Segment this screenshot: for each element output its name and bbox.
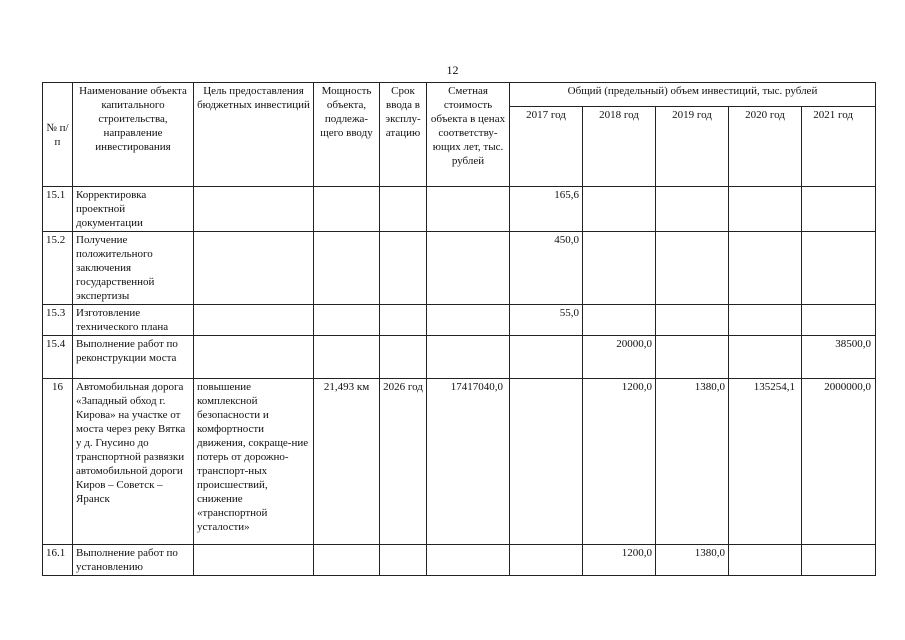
row-2017: 165,6 — [510, 187, 583, 232]
row-2017 — [510, 379, 583, 545]
table-row — [43, 232, 876, 305]
row-num: 15.4 — [43, 336, 73, 379]
row-2020 — [729, 545, 802, 576]
row-2021 — [802, 187, 876, 232]
row-2019: 1380,0 — [656, 379, 729, 545]
row-2021 — [802, 232, 876, 305]
row-cost — [427, 305, 510, 336]
table-row — [43, 336, 876, 379]
header-year-2018: 2018 год — [583, 107, 656, 187]
row-2021 — [802, 305, 876, 336]
table-row — [43, 187, 876, 232]
row-2018: 1200,0 — [583, 545, 656, 576]
row-2017 — [510, 336, 583, 379]
row-goal: повышение комплексной безопасности и комфортности движения, сокраще-ние потерь от дорожно-транспорт-ных происшествий, снижение «транспортной усталости» — [194, 379, 314, 545]
header-year-2017: 2017 год — [510, 107, 583, 187]
row-num: 16.1 — [43, 545, 73, 576]
row-2020 — [729, 305, 802, 336]
row-num: 15.1 — [43, 187, 73, 232]
row-cost: 17417040,0 — [427, 379, 510, 545]
row-term — [380, 305, 427, 336]
row-capacity: 21,493 км — [314, 379, 380, 545]
header-year-2019: 2019 год — [656, 107, 729, 187]
row-goal — [194, 232, 314, 305]
row-2019 — [656, 305, 729, 336]
row-2017: 55,0 — [510, 305, 583, 336]
row-term — [380, 187, 427, 232]
row-goal — [194, 187, 314, 232]
row-goal — [194, 545, 314, 576]
row-2017: 450,0 — [510, 232, 583, 305]
page-number: 12 — [446, 63, 459, 77]
row-2021 — [802, 545, 876, 576]
row-2018 — [583, 305, 656, 336]
row-num: 15.3 — [43, 305, 73, 336]
header-cost: Сметная стоимость объекта в ценах соответству-ющих лет, тыс. рублей — [427, 83, 510, 187]
investment-table — [42, 82, 876, 576]
row-2019 — [656, 187, 729, 232]
row-2020 — [729, 336, 802, 379]
table-row — [43, 545, 876, 576]
row-2018 — [583, 187, 656, 232]
row-cost — [427, 187, 510, 232]
row-2018 — [583, 232, 656, 305]
header-year-2021: 2021 год — [802, 107, 876, 187]
row-2017 — [510, 545, 583, 576]
header-name: Наименование объекта капитального строительства, направление инвестирования — [73, 83, 194, 187]
row-term: 2026 год — [380, 379, 427, 545]
row-cost — [427, 545, 510, 576]
row-2020 — [729, 232, 802, 305]
table-row — [43, 305, 876, 336]
row-cost — [427, 336, 510, 379]
row-name: Выполнение работ по реконструкции моста — [73, 336, 194, 379]
table-row — [43, 379, 876, 545]
row-2021: 2000000,0 — [802, 379, 876, 545]
row-capacity — [314, 232, 380, 305]
row-num: 16 — [43, 379, 73, 545]
header-num: № п/п — [43, 83, 73, 187]
row-2019 — [656, 232, 729, 305]
row-2020: 135254,1 — [729, 379, 802, 545]
header-total-investment: Общий (предельный) объем инвестиций, тыс. рублей — [510, 83, 876, 107]
row-capacity — [314, 305, 380, 336]
row-name: Получение положительного заключения государственной экспертизы — [73, 232, 194, 305]
row-capacity — [314, 545, 380, 576]
row-2018: 1200,0 — [583, 379, 656, 545]
row-num: 15.2 — [43, 232, 73, 305]
row-2021: 38500,0 — [802, 336, 876, 379]
row-name: Выполнение работ по установлению — [73, 545, 194, 576]
row-goal — [194, 336, 314, 379]
row-capacity — [314, 336, 380, 379]
row-goal — [194, 305, 314, 336]
row-2019: 1380,0 — [656, 545, 729, 576]
header-term: Срок ввода в эксплу-атацию — [380, 83, 427, 187]
row-term — [380, 232, 427, 305]
row-term — [380, 545, 427, 576]
row-name: Корректировка проектной документации — [73, 187, 194, 232]
row-term — [380, 336, 427, 379]
row-name: Изготовление технического плана — [73, 305, 194, 336]
row-2018: 20000,0 — [583, 336, 656, 379]
header-goal: Цель предоставления бюджетных инвестиций — [194, 83, 314, 187]
row-2020 — [729, 187, 802, 232]
row-2019 — [656, 336, 729, 379]
header-year-2020: 2020 год — [729, 107, 802, 187]
row-capacity — [314, 187, 380, 232]
row-name: Автомобильная дорога «Западный обход г. Кирова» на участке от моста через реку Вятка у д. Гнусино до транспортной развязки автомобильной дороги Киров – Советск – Яранск — [73, 379, 194, 545]
row-cost — [427, 232, 510, 305]
header-capacity: Мощность объекта, подлежа-щего вводу — [314, 83, 380, 187]
